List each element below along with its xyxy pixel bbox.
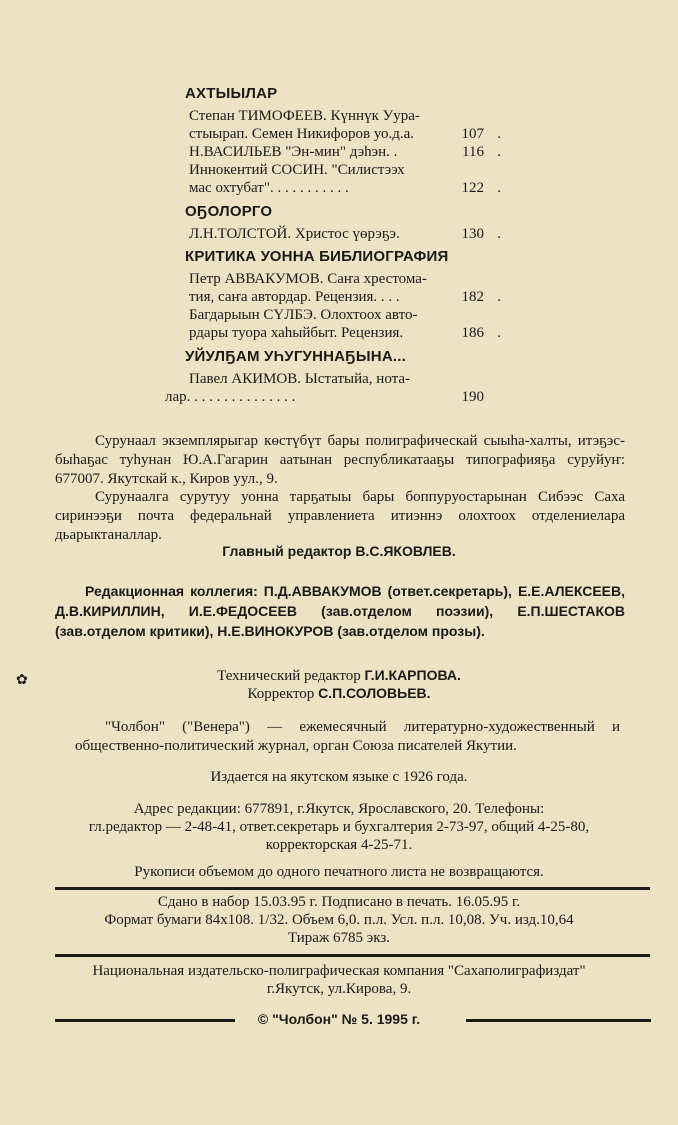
publisher-line: Национальная издательско-полиграфическая компания "Сахаполиграфиздат" [92,963,586,979]
toc-section [185,85,505,102]
divider [55,954,650,957]
page-number: 130 [461,226,484,242]
publisher-line: г.Якутск, ул.Кирова, 9. [266,981,412,997]
address-line: гл.редактор — 2-48-41, ответ.секретарь и бухгалтерия 2-73-97, общий 4-25-80, [88,819,590,835]
toc-entry [189,225,509,243]
page-number: 107 [461,126,484,142]
entry-line: Степан ТИМОФЕЕВ. Күннүк Уура- [189,108,420,124]
address-line: Адрес редакции: 677891, г.Якутск, Ярославского, 20. Телефоны: [133,801,545,817]
page-number: 186 [461,325,484,341]
published-since: Издается на якутском языке с 1926 года. [210,769,468,785]
toc-entry [189,143,509,161]
dot-leader: . [497,126,501,142]
page-number: 116 [462,144,484,160]
dot-leader: . [497,325,501,341]
entry-line: лар. . . . . . . . . . . . . . . [165,389,296,405]
imprint-line: Сдано в набор 15.03.95 г. Подписано в печать. 16.05.95 г. [157,894,521,910]
corrector-name: С.П.СОЛОВЬЕВ. [318,685,431,701]
entry-line: Л.Н.ТОЛСТОЙ. Христос үөрэҕэ. [189,226,400,242]
tech-editor [0,666,678,686]
entry-line: стыырап. Семен Никифоров уо.д.а. [189,126,415,142]
entry-line: Иннокентий СОСИН. "Силистээх [189,162,405,178]
manuscripts-note: Рукописи объемом до одного печатного листа не возвращаются. [134,864,544,880]
imprint-line: Тираж 6785 экз. [287,930,391,946]
toc-entry [189,306,509,342]
note-paragraph: Сурунаалга сурутуу уонна тарҕатыы бары боппуруостарынан Сибээс Саха сиринээҕи почта федеральнай управлениета итиэннэ олохтоох отделениелара дьарыктаналлар. [55,489,625,543]
divider [466,1019,651,1022]
section-title: ОҔОЛОРГО [185,203,273,220]
toc-entry [189,107,509,143]
page-number: 122 [461,180,484,196]
journal-description: "Чолбон" ("Венера") — ежемесячный литературно-художественный и общественно-политический журнал, орган Союза писателей Якутии. [75,719,620,754]
toc-entry [189,161,509,197]
dot-leader: . [497,226,501,242]
toc-entry [189,270,509,306]
dot-leader: . [497,144,501,160]
page-number: 190 [461,389,484,405]
editorial-board: Редакционная коллегия: П.Д.АВВАКУМОВ (ответ.секретарь), Е.Е.АЛЕКСЕЕВ, Д.В.КИРИЛЛИН, И.Е.ФЕДОСЕЕВ (зав.отделом поэзии), Е.П.ШЕСТАКОВ (зав.отделом критики), Н.Е.ВИНОКУРОВ (зав.отделом прозы). [55,583,625,639]
entry-line: тия, саҥа автордар. Рецензия. . . . [189,289,400,305]
tech-editor-label: Технический редактор [217,668,361,684]
entry-line: Петр АВВАКУМОВ. Саҥа хрестома- [189,271,427,287]
chief-editor: Главный редактор В.С.ЯКОВЛЕВ. [222,543,456,559]
dot-leader: . [497,180,501,196]
bullet-icon: ✿ [16,673,28,688]
entry-line: Багдарыын СҮЛБЭ. Олохтоох авто- [189,307,418,323]
entry-line: рдары туора хаһыйбыт. Рецензия. [189,325,404,341]
section-title: УЙУЛҔАМ УҺУГУННАҔЫНА... [185,348,406,365]
tech-editor-name: Г.И.КАРПОВА. [364,667,461,683]
entry-line: мас охтубат". . . . . . . . . . . [189,180,349,196]
entry-line: Н.ВАСИЛЬЕВ "Эн-мин" дэһэн. . [189,144,398,160]
page-number: 182 [461,289,484,305]
section-title: КРИТИКА УОННА БИБЛИОГРАФИЯ [185,248,449,265]
corrector [0,684,678,704]
note-paragraph: Сурунаал экземплярыгар көстүбүт бары полиграфическай сыыһа-халты, итэҕэс-быһаҕас туһунан Ю.А.Гагарин аатынан республикатааҕы типографияҕа суруйуҥ: 677007. Якутскай к., Киров уул., 9. [55,433,625,487]
copyright: © "Чолбон" № 5. 1995 г. [257,1011,421,1027]
toc-entry-last-line [165,388,509,406]
corrector-label: Корректор [247,686,315,702]
dot-leader: . [497,289,501,305]
imprint-line: Формат бумаги 84х108. 1/32. Объем 6,0. п.л. Усл. п.л. 10,08. Уч. изд.10,64 [104,912,574,928]
address-line: корректорская 4-25-71. [265,837,413,853]
section-title: АХТЫЫЛАР [185,85,278,102]
entry-line: Павел АКИМОВ. Ыстатыйа, нота- [189,371,411,387]
divider [55,887,650,890]
toc-entry [189,370,509,388]
